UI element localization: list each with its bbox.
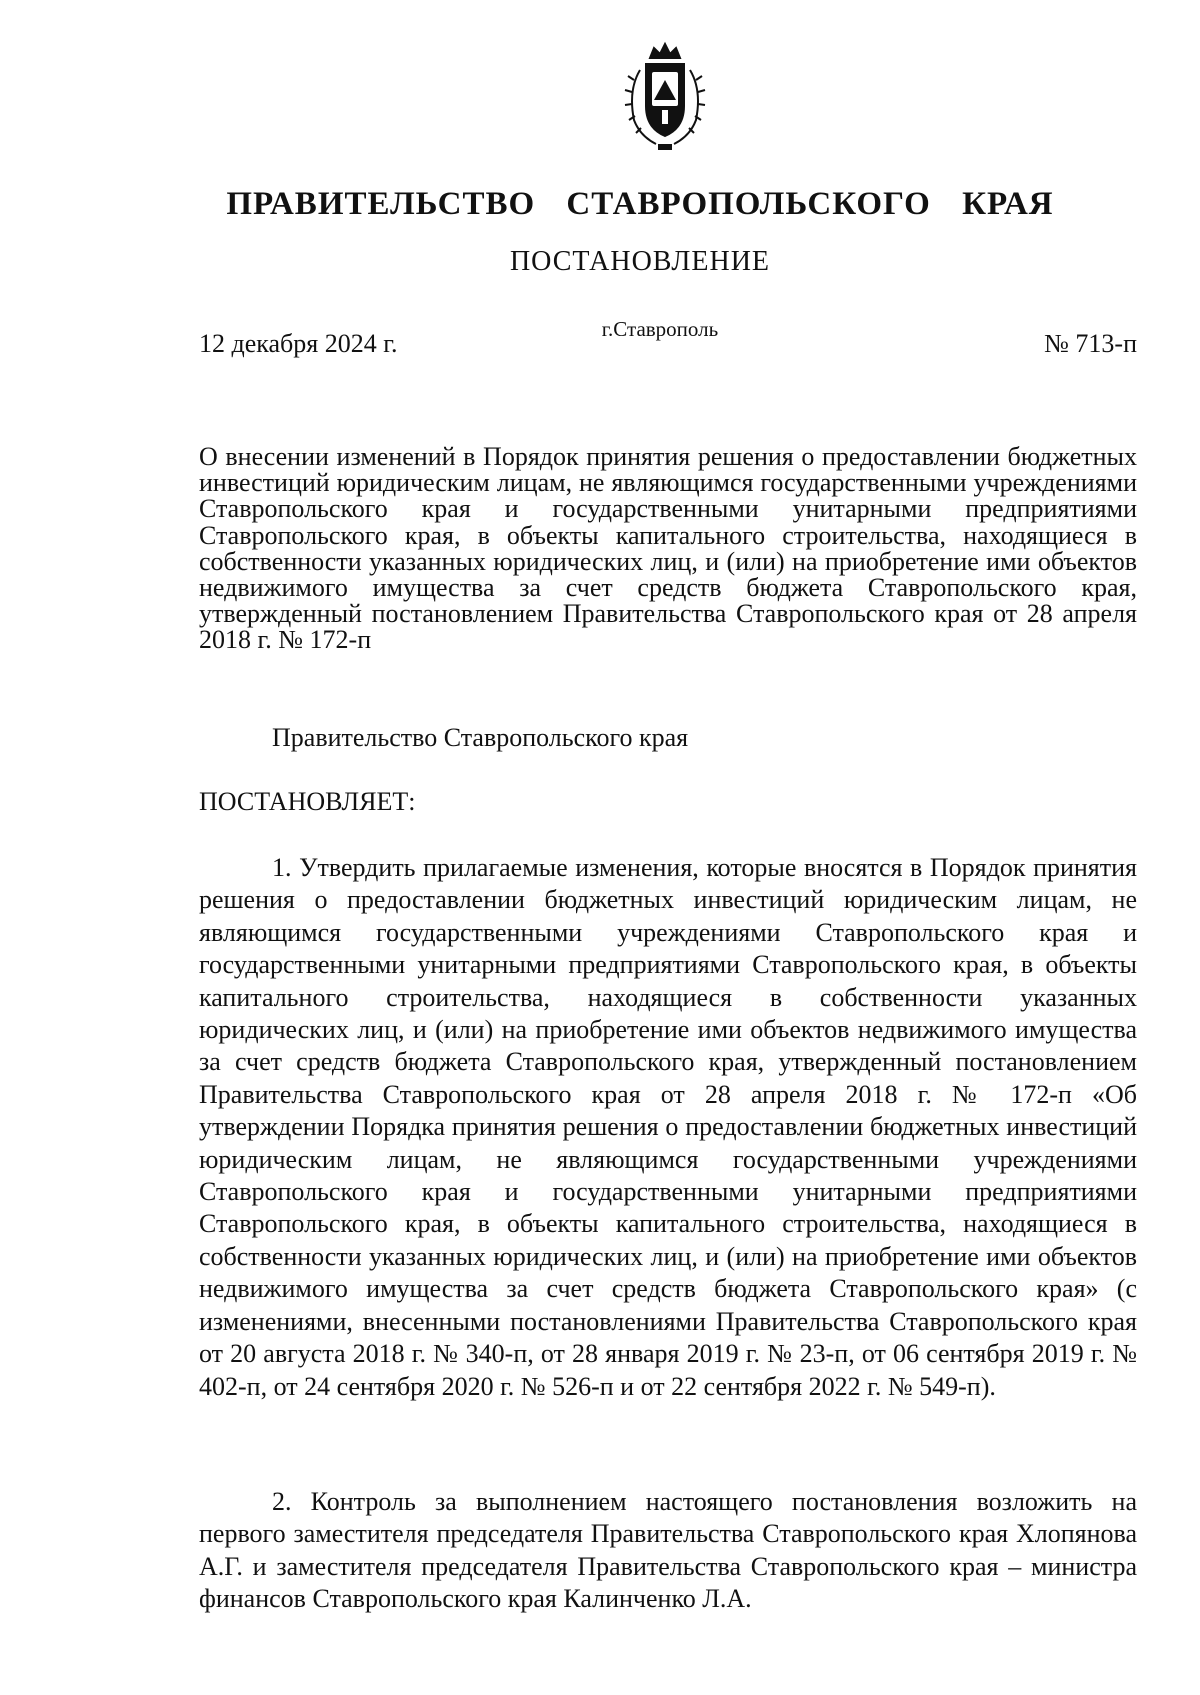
document-date: 12 декабря 2024 г.	[199, 329, 398, 358]
document-type: ПОСТАНОВЛЕНИЕ	[509, 246, 771, 277]
issuer-title: ПРАВИТЕЛЬСТВО СТАВРОПОЛЬСКОГО КРАЯ	[226, 186, 1054, 222]
document-city: г.Ставрополь	[601, 317, 719, 341]
paragraph-2: 2. Контроль за выполнением настоящего постановления возложить на первого заместителя председателя Правительства Ставропольского края Хлопянова А.Г. и заместителя председателя Правительства Ставропольского края – министра финансов Ставропольского края Калинченко Л.А.	[199, 1487, 1137, 1614]
decree-word: ПОСТАНОВЛЯЕТ:	[199, 787, 416, 816]
coat-of-arms-icon	[620, 40, 710, 152]
document-number: № 713-п	[1044, 329, 1137, 358]
paragraph-1: 1. Утвердить прилагаемые изменения, которые вносятся в Порядок принятия решения о предоставлении бюджетных инвестиций юридическим лицам, не являющимся государственными учреждениями Ставропольского края и государственными унитарными предприятиями Ставропольского края, в объекты капитального строительства, находящиеся в собственности указанных юридических лиц, и (или) на приобретение ими объектов недвижимого имущества за счет средств бюджета Ставропольского края, утвержденный постановлением Правительства Ставропольского края от 28 апреля 2018 г. № 172-п «Об утверждении Порядка принятия решения о предоставлении бюджетных инвестиций юридическим лицам, не являющимся государственными учреждениями Ставропольского края и государственными унитарными предприятиями Ставропольского края, в объекты капитального строительства, находящиеся в собственности указанных юридических лиц, и (или) на приобретение ими объектов недвижимого имущества за счет средств бюджета Ставропольского края» (с изменениями, внесенными постановлениями Правительства Ставропольского края от 20 августа 2018 г. № 340-п, от 28 января 2019 г. № 23-п, от 06 сентября 2019 г. № 402-п, от 24 сентября 2020 г. № 526-п и от 22 сентября 2022 г. № 549-п).	[199, 853, 1137, 1401]
document-subject: О внесении изменений в Порядок принятия решения о предоставлении бюджетных инвестиций юридическим лицам, не являющимся государственными учреждениями Ставропольского края и государственными унитарными предприятиями Ставропольского края, в объекты капитального строительства, находящиеся в собственности указанных юридических лиц, и (или) на приобретение ими объектов недвижимого имущества за счет средств бюджета Ставропольского края, утвержденный постановлением Правительства Ставропольского края от 28 апреля 2018 г. № 172-п	[199, 442, 1137, 655]
preamble: Правительство Ставропольского края	[272, 723, 689, 752]
